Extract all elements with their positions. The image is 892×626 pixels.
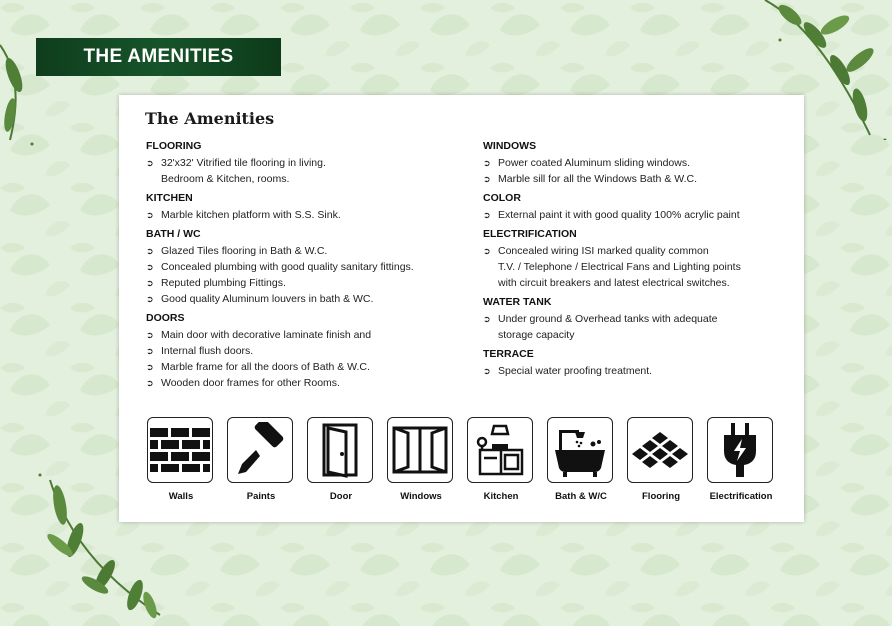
arrow-bullet-icon: ➲ <box>146 246 154 256</box>
amenity-item-text: Marble kitchen platform with S.S. Sink. <box>161 209 341 221</box>
paint-roller-icon <box>227 417 293 483</box>
amenity-icon-label: Flooring <box>642 491 680 502</box>
section-heading: DOORS <box>146 312 185 324</box>
amenity-list-item <box>146 291 476 307</box>
amenity-list-item <box>483 311 793 343</box>
page-title: THE AMENITIES <box>83 46 234 67</box>
amenities-right-column <box>483 139 793 383</box>
amenity-section <box>146 227 476 307</box>
amenity-icon-tile <box>307 417 375 502</box>
amenity-item-text: Internal flush doors. <box>161 345 254 357</box>
page-title-banner <box>36 38 281 76</box>
amenity-icon-label: Paints <box>246 491 276 502</box>
amenity-icon-label: Windows <box>400 491 442 502</box>
amenity-item-text: Marble sill for all the Windows Bath & W.C. <box>498 173 697 185</box>
amenity-section <box>483 139 793 187</box>
arrow-bullet-icon: ➲ <box>146 378 154 388</box>
amenity-item-text: Wooden door frames for other Rooms. <box>161 377 340 389</box>
amenity-list-item <box>146 243 476 259</box>
amenity-item-text: Reputed plumbing Fittings. <box>161 277 286 289</box>
amenity-icon-tile <box>227 417 295 502</box>
amenity-section <box>483 227 793 291</box>
amenity-item-text: Special water proofing treatment. <box>498 365 653 377</box>
arrow-bullet-icon: ➲ <box>483 366 491 376</box>
amenity-item-text: Main door with decorative laminate finish and <box>161 329 372 341</box>
amenity-section <box>146 311 476 391</box>
amenity-icon-tile <box>387 417 455 502</box>
amenity-icon-tile <box>147 417 215 502</box>
amenity-list-item <box>146 375 476 391</box>
amenity-section <box>483 295 793 343</box>
amenity-list-item <box>483 243 793 291</box>
amenity-item-text: Marble frame for all the doors of Bath & W.C. <box>161 361 370 373</box>
amenity-list-item <box>146 259 476 275</box>
amenity-list-item <box>146 155 476 187</box>
arrow-bullet-icon: ➲ <box>483 158 491 168</box>
arrow-bullet-icon: ➲ <box>146 362 154 372</box>
section-heading: WINDOWS <box>483 140 537 152</box>
window-icon <box>387 417 453 483</box>
amenity-icon-tile <box>627 417 695 502</box>
leaf-branch-top-left <box>0 40 40 150</box>
amenity-item-text: Concealed wiring ISI marked quality common T.V. / Telephone / Electrical Fans and Lighting points with circuit breakers and latest electrical switches. <box>498 245 741 289</box>
amenity-list-item <box>146 343 476 359</box>
amenity-icon-label: Kitchen <box>483 491 519 502</box>
amenity-list-item <box>483 171 793 187</box>
amenity-item-text: 32'x32' Vitrified tile flooring in living. Bedroom & Kitchen, rooms. <box>161 157 326 185</box>
section-heading: BATH / WC <box>146 228 201 240</box>
amenity-icon-tile <box>467 417 535 502</box>
amenities-card <box>119 95 804 522</box>
section-heading: COLOR <box>483 192 521 204</box>
arrow-bullet-icon: ➲ <box>483 246 491 256</box>
section-heading: WATER TANK <box>483 296 552 308</box>
amenity-list-item <box>146 359 476 375</box>
section-heading: ELECTRIFICATION <box>483 228 577 240</box>
amenity-item-text: Good quality Aluminum louvers in bath & WC. <box>161 293 374 305</box>
arrow-bullet-icon: ➲ <box>146 346 154 356</box>
amenity-icon-tile <box>707 417 775 502</box>
amenity-section <box>146 139 476 187</box>
amenity-list-item <box>146 207 476 223</box>
amenity-item-text: Glazed Tiles flooring in Bath & W.C. <box>161 245 328 257</box>
amenity-list-item <box>483 155 793 171</box>
amenity-list-item <box>146 275 476 291</box>
brick-wall-icon <box>147 417 213 483</box>
arrow-bullet-icon: ➲ <box>146 210 154 220</box>
floor-tiles-icon <box>627 417 693 483</box>
kitchen-icon <box>467 417 533 483</box>
amenity-icon-tile <box>547 417 615 502</box>
arrow-bullet-icon: ➲ <box>483 210 491 220</box>
amenity-item-text: Power coated Aluminum sliding windows. <box>498 157 691 169</box>
section-heading: KITCHEN <box>146 192 193 204</box>
arrow-bullet-icon: ➲ <box>146 294 154 304</box>
arrow-bullet-icon: ➲ <box>483 174 491 184</box>
amenity-icon-label: Bath & W/C <box>555 491 607 502</box>
amenity-list-item <box>483 207 793 223</box>
arrow-bullet-icon: ➲ <box>146 278 154 288</box>
amenity-item-text: Concealed plumbing with good quality sanitary fittings. <box>161 261 414 273</box>
door-icon <box>307 417 373 483</box>
arrow-bullet-icon: ➲ <box>483 314 491 324</box>
arrow-bullet-icon: ➲ <box>146 158 154 168</box>
arrow-bullet-icon: ➲ <box>146 330 154 340</box>
amenity-section <box>146 191 476 223</box>
bathtub-icon <box>547 417 613 483</box>
section-heading: TERRACE <box>483 348 534 360</box>
amenity-icon-label: Door <box>329 491 353 502</box>
amenity-item-text: External paint it with good quality 100% acrylic paint <box>498 209 740 221</box>
amenity-icon-label: Walls <box>168 491 194 502</box>
amenity-icon-row <box>147 417 787 502</box>
amenity-section <box>483 191 793 223</box>
amenity-icon-label: Electrification <box>709 491 773 502</box>
amenity-list-item <box>146 327 476 343</box>
amenities-left-column <box>146 139 476 395</box>
amenity-item-text: Under ground & Overhead tanks with adequate storage capacity <box>498 313 718 341</box>
arrow-bullet-icon: ➲ <box>146 262 154 272</box>
amenity-list-item <box>483 363 793 379</box>
electric-plug-icon <box>707 417 773 483</box>
amenity-section <box>483 347 793 379</box>
section-heading: FLOORING <box>146 140 202 152</box>
card-title: The Amenities <box>145 109 275 128</box>
